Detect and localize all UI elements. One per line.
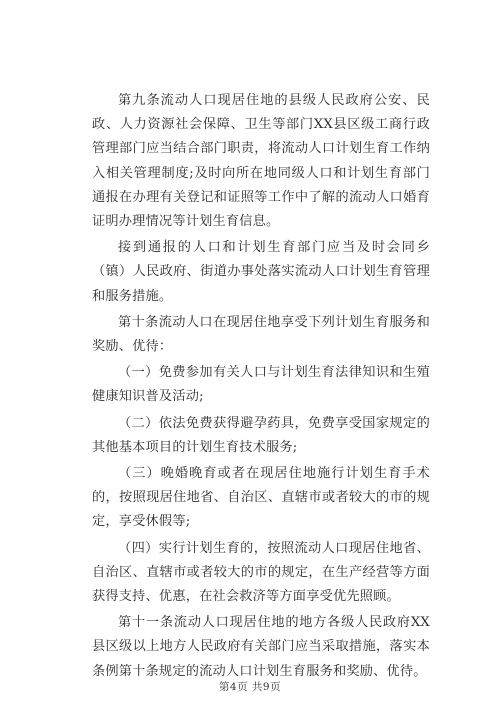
paragraph-item-1: （一）免费参加有关人口与计划生育法律知识和生殖健康知识普及活动; xyxy=(92,365,430,405)
paragraph-article-11: 第十一条流动人口现居住地的地方各级人民政府XX县区级以上地方人民政府有关部门应当采取措施，落实本条例第十条规定的流动人口计划生育服务和奖励、优待。 xyxy=(92,615,430,679)
paragraph-article-10: 第十条流动人口在现居住地享受下列计划生育服务和奖励、优待： xyxy=(92,314,430,355)
paragraph-item-4: （四）实行计划生育的，按照流动人口现居住地省、自治区、直辖市或者较大的市的规定，在生产经营等方面获得支持、优惠，在社会救济等方面享受优先照顾。 xyxy=(92,540,430,605)
paragraph-item-2: （二）依法免费获得避孕药具，免费享受国家规定的其他基本项目的计划生育技术服务; xyxy=(92,415,430,455)
paragraph-article-9: 第九条流动人口现居住地的县级人民政府公安、民政、人力资源社会保障、卫生等部门XX县区级工商行政管理部门应当结合部门职责，将流动人口计划生育工作纳入相关管理制度;及时向所在地同级人口和计划生育部门通报在办理有关登记和证照等工作中了解的流动人口婚育证明办理情况等计划生育信息。 xyxy=(92,93,430,230)
document-body xyxy=(92,89,430,684)
paragraph-notification: 接到通报的人口和计划生育部门应当及时会同乡（镇）人民政府、街道办事处落实流动人口计划生育管理和服务措施。 xyxy=(92,240,430,304)
paragraph-item-3: （三）晚婚晚育或者在现居住地施行计划生育手术的，按照现居住地省、自治区、直辖市或者较大的市的规定，享受休假等; xyxy=(92,466,430,530)
page-number-footer: 第4页 共9页 xyxy=(218,681,282,693)
